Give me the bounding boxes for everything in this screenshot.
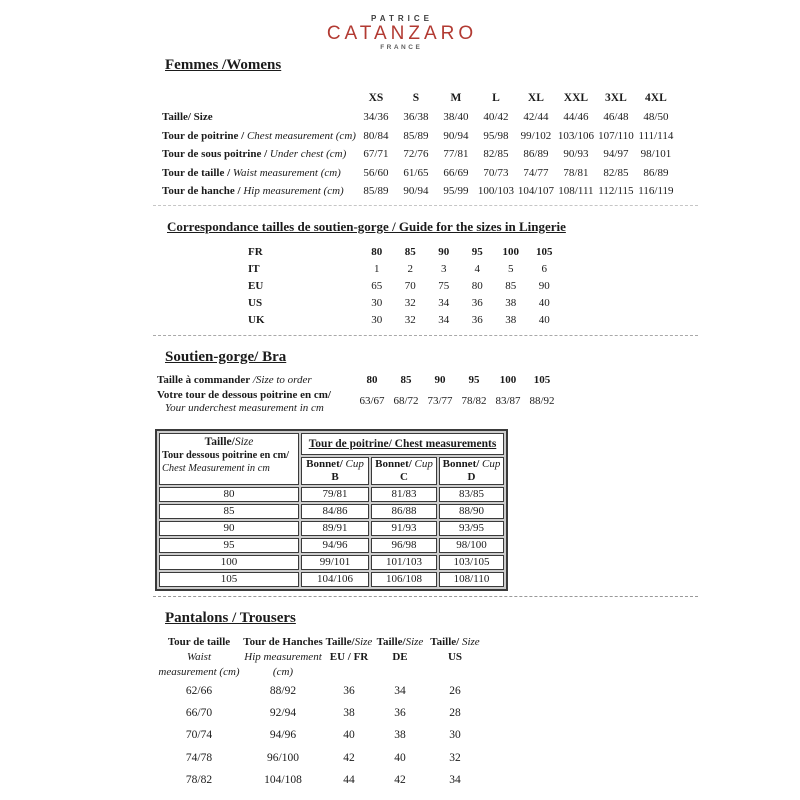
section-heading-lingerie-guide: Correspondance tailles de soutien-gorge / Guide for the sizes in Lingerie (167, 218, 566, 234)
trousers-column-header (243, 635, 323, 680)
size-column-header: 4XL (645, 91, 667, 104)
trousers-value-cell: 44 (343, 774, 355, 787)
measure-value-cell: 67/71 (363, 148, 389, 161)
lingerie-size-cell: 2 (407, 263, 413, 275)
lingerie-size-cell: 1 (374, 263, 380, 275)
cup-size-cell: 103/105 (439, 555, 504, 570)
women-size-header-row (162, 87, 676, 108)
trousers-size-table (155, 635, 485, 792)
measure-value-cell: 95/99 (443, 185, 469, 198)
cup-size-cell: 101/103 (371, 555, 437, 570)
lingerie-correspondence-row (243, 244, 561, 261)
trousers-value-cell: 42 (343, 751, 355, 764)
lingerie-size-cell: 32 (404, 314, 416, 326)
measure-label-en: Waist measurement (cm) (232, 166, 341, 179)
lingerie-size-cell: 4 (474, 263, 480, 275)
cup-size-cell: 104/106 (301, 572, 369, 587)
cup-label (372, 458, 436, 471)
cup-label-fr: Bonnet/ (306, 457, 343, 470)
measure-value-cell: 61/65 (403, 166, 429, 179)
lingerie-size-cell: 85 (404, 246, 416, 258)
trousers-header-row (155, 635, 485, 680)
country-standard-label: FR (248, 246, 263, 258)
bra-underchest-value-cell: 83/87 (495, 395, 521, 407)
cup-size-cell: 94/96 (301, 538, 369, 553)
cup-size-row (159, 538, 504, 553)
measure-value-cell: 46/48 (603, 111, 629, 124)
bra-order-size-cell: 90 (434, 373, 446, 386)
trousers-col-title-en: Size (405, 635, 424, 648)
trousers-value-cell: 40 (394, 751, 406, 764)
trousers-col-title-fr: Taille/ (430, 635, 462, 648)
chest-measurements-label: Tour de poitrine/ Chest measurements (308, 437, 497, 450)
cup-size-row (159, 521, 504, 536)
separator-dashed-line (153, 335, 698, 336)
size-column-header: S (412, 91, 420, 104)
lingerie-correspondence-row (243, 261, 561, 278)
trousers-col-subtitle: measurement (cm) (158, 665, 240, 678)
trousers-col-standard: DE (392, 650, 408, 663)
lingerie-size-cell: 85 (505, 280, 517, 292)
cup-size-cell: 80 (159, 487, 299, 502)
bra-underchest-row (157, 389, 559, 415)
cup-size-cell: 90 (159, 521, 299, 536)
brand-logo (155, 14, 645, 52)
measure-value-cell: 36/38 (403, 111, 429, 124)
measure-value-cell: 66/69 (443, 166, 469, 179)
measure-value-cell: 112/115 (598, 185, 634, 198)
bra-underchest-label-fr: Votre tour de dessous poitrine en cm/ (157, 388, 331, 401)
measure-value-cell: 78/81 (563, 166, 589, 179)
women-measure-row (162, 182, 676, 201)
bra-underchest-value-cell: 88/92 (529, 395, 555, 407)
country-standard-label: EU (248, 280, 264, 292)
measure-value-cell: 86/89 (643, 166, 669, 179)
corner-line-en: Chest Measurement in cm (162, 462, 270, 474)
trousers-value-cell: 36 (343, 684, 355, 697)
cup-size-cell: 96/98 (371, 538, 437, 553)
women-measure-row (162, 108, 676, 127)
lingerie-size-cell: 100 (502, 246, 519, 258)
size-column-header: XXL (563, 91, 589, 104)
size-column-header: M (450, 91, 462, 104)
measure-value-cell: 111/114 (638, 129, 674, 142)
cup-size-row (159, 504, 504, 519)
trousers-col-title (243, 635, 323, 650)
trousers-col-title (375, 635, 425, 650)
cup-letter: B (331, 470, 339, 483)
measure-value-cell: 38/40 (443, 111, 469, 124)
size-column-header: XS (368, 91, 384, 104)
section-heading-bra: Soutien-gorge/ Bra (165, 348, 287, 365)
bra-underchest-label-en: Your underchest measurement in cm (165, 401, 324, 414)
measure-value-cell: 90/94 (403, 185, 429, 198)
bra-cup-table-header-row (159, 433, 504, 455)
trousers-col-title-fr: Tour de Hanches (243, 635, 323, 648)
cup-size-row (159, 555, 504, 570)
country-standard-label: US (248, 297, 263, 309)
measure-value-cell: 94/97 (603, 148, 629, 161)
trousers-col-standard: EU / FR (329, 650, 369, 663)
measure-value-cell: 82/85 (603, 166, 629, 179)
measure-label-en: Chest measurement (cm) (246, 129, 356, 142)
measure-value-cell: 34/36 (363, 111, 389, 124)
cup-column-header (371, 457, 437, 485)
cup-label-en: Cup (414, 457, 433, 470)
cup-size-cell: 93/95 (439, 521, 504, 536)
trousers-col-title (323, 635, 375, 650)
lingerie-size-cell: 40 (538, 297, 550, 309)
corner-line-fr: Tour dessous poitrine en cm/ (162, 449, 290, 461)
trousers-value-cell: 38 (394, 729, 406, 742)
cup-size-cell: 99/101 (301, 555, 369, 570)
women-measure-row (162, 164, 676, 183)
lingerie-size-cell: 90 (438, 246, 450, 258)
measure-row-label (162, 108, 356, 127)
cup-label-en: Cup (345, 457, 364, 470)
cup-label-fr: Bonnet/ (442, 457, 480, 470)
measure-value-cell: 116/119 (638, 185, 674, 198)
trousers-col-title-fr: Taille/ (376, 635, 406, 648)
bra-order-label-en: /Size to order (252, 373, 312, 386)
measure-value-cell: 48/50 (643, 111, 669, 124)
bra-order-label-fr: Taille à commander (157, 373, 251, 386)
cup-label-en: Cup (482, 457, 501, 470)
trousers-value-cell: 70/74 (185, 729, 213, 742)
bra-order-size-cell: 95 (468, 373, 480, 386)
cup-size-cell: 98/100 (439, 538, 504, 553)
bra-underchest-value-cell: 63/67 (359, 395, 385, 407)
measure-value-cell: 82/85 (483, 148, 509, 161)
lingerie-size-cell: 38 (505, 297, 517, 309)
measure-row-label (162, 145, 356, 164)
lingerie-size-cell: 95 (471, 246, 483, 258)
trousers-col-title-en: Size (461, 635, 480, 648)
trousers-value-cell: 28 (449, 707, 461, 720)
trousers-column-header (425, 635, 485, 680)
trousers-value-cell: 30 (449, 729, 461, 742)
lingerie-size-cell: 6 (541, 263, 547, 275)
cup-column-header (439, 457, 504, 485)
lingerie-size-cell: 5 (508, 263, 514, 275)
lingerie-correspondence-table (243, 244, 561, 329)
measure-label-en: Hip measurement (cm) (243, 185, 344, 198)
trousers-value-cell: 62/66 (185, 684, 213, 697)
measure-value-cell: 44/46 (563, 111, 589, 124)
trousers-value-cell: 92/94 (269, 707, 297, 720)
size-column-header: XL (527, 91, 544, 104)
cup-column-header (301, 457, 369, 485)
bra-order-table (157, 372, 559, 415)
bra-cup-table-corner-header (159, 433, 299, 485)
trousers-col-title (425, 635, 485, 650)
measure-label-fr: Taille/ Size (162, 111, 213, 124)
trousers-row (155, 724, 485, 746)
lingerie-size-cell: 36 (471, 314, 483, 326)
lingerie-size-cell: 105 (536, 246, 553, 258)
cup-size-cell: 85 (159, 504, 299, 519)
trousers-value-cell: 104/108 (264, 774, 302, 787)
measure-label-fr: Tour de hanche / (162, 185, 241, 198)
trousers-value-cell: 34 (394, 684, 406, 697)
measure-label-en: Under chest (cm) (269, 148, 347, 161)
lingerie-size-cell: 80 (471, 280, 483, 292)
bra-order-size-cell: 105 (533, 373, 551, 386)
corner-title-fr: Taille/ (204, 435, 235, 448)
trousers-value-cell: 34 (449, 774, 461, 787)
bra-order-size-cell: 85 (400, 373, 412, 386)
cup-size-cell: 95 (159, 538, 299, 553)
cup-size-cell: 105 (159, 572, 299, 587)
cup-size-row (159, 487, 504, 502)
cup-size-cell: 91/93 (371, 521, 437, 536)
trousers-col-title-en: Size (354, 635, 373, 648)
bra-cup-size-table (155, 429, 508, 591)
cup-letter: D (467, 470, 476, 483)
measure-value-cell: 108/111 (558, 185, 594, 198)
trousers-value-cell: 36 (394, 707, 406, 720)
trousers-col-subtitle: Hip measurement (244, 650, 322, 663)
measure-value-cell: 107/110 (598, 129, 634, 142)
cup-size-cell: 84/86 (301, 504, 369, 519)
cup-label-fr: Bonnet/ (375, 457, 412, 470)
trousers-row (155, 680, 485, 702)
measure-value-cell: 80/84 (363, 129, 389, 142)
lingerie-size-cell: 75 (438, 280, 450, 292)
measure-value-cell: 90/94 (443, 129, 469, 142)
cup-size-row (159, 572, 504, 587)
bra-underchest-label (157, 389, 355, 415)
measure-label-fr: Tour de sous poitrine / (162, 148, 268, 161)
trousers-value-cell: 96/100 (267, 751, 299, 764)
brand-name-catanzaro: CATANZARO (326, 23, 478, 44)
cup-size-cell: 100 (159, 555, 299, 570)
country-standard-label: UK (248, 314, 265, 326)
empty-corner-cell (162, 87, 356, 108)
lingerie-size-cell: 3 (441, 263, 447, 275)
bra-order-label (157, 372, 355, 389)
trousers-row (155, 702, 485, 724)
bra-underchest-value-cell: 73/77 (427, 395, 453, 407)
section-heading-trousers: Pantalons / Trousers (165, 609, 296, 626)
measure-value-cell: 99/102 (520, 129, 552, 142)
lingerie-correspondence-row (243, 312, 561, 329)
brand-name-france: FRANCE (380, 44, 423, 51)
cup-size-cell: 106/108 (371, 572, 437, 587)
trousers-value-cell: 38 (343, 707, 355, 720)
corner-title-en: Size (234, 435, 254, 448)
trousers-value-cell: 26 (449, 684, 461, 697)
trousers-col-standard: US (447, 650, 463, 663)
lingerie-size-cell: 90 (538, 280, 550, 292)
trousers-value-cell: 66/70 (185, 707, 213, 720)
lingerie-size-cell: 40 (538, 314, 550, 326)
measure-row-label (162, 182, 356, 201)
measure-value-cell: 74/77 (523, 166, 549, 179)
measure-value-cell: 86/89 (523, 148, 549, 161)
trousers-value-cell: 32 (449, 751, 461, 764)
lingerie-size-cell: 34 (438, 297, 450, 309)
section-heading-women: Femmes /Womens (165, 57, 282, 73)
bra-underchest-value-cell: 68/72 (393, 395, 419, 407)
measure-value-cell: 40/42 (483, 111, 509, 124)
measure-value-cell: 42/44 (523, 111, 549, 124)
cup-size-cell: 83/85 (439, 487, 504, 502)
cup-size-cell: 108/110 (439, 572, 504, 587)
measure-label-fr: Tour de taille / (162, 166, 231, 179)
measure-value-cell: 104/107 (517, 185, 554, 198)
bra-order-size-cell: 80 (366, 373, 378, 386)
lingerie-size-cell: 30 (371, 314, 383, 326)
size-column-header: L (492, 91, 500, 104)
lingerie-size-cell: 34 (438, 314, 450, 326)
brand-name-patrice: PATRICE (371, 14, 433, 23)
trousers-value-cell: 78/82 (185, 774, 213, 787)
bra-underchest-value-cell: 78/82 (461, 395, 487, 407)
lingerie-size-cell: 65 (371, 280, 383, 292)
lingerie-size-cell: 38 (505, 314, 517, 326)
cup-size-cell: 89/91 (301, 521, 369, 536)
size-column-header: 3XL (605, 91, 627, 104)
trousers-col-title-fr: Taille/ (325, 635, 355, 648)
trousers-value-cell: 40 (343, 729, 355, 742)
measure-value-cell: 70/73 (483, 166, 509, 179)
trousers-value-cell: 74/78 (185, 751, 213, 764)
cup-size-cell: 79/81 (301, 487, 369, 502)
lingerie-size-cell: 32 (404, 297, 416, 309)
lingerie-correspondence-row (243, 295, 561, 312)
cup-letter: C (400, 470, 408, 483)
trousers-value-cell: 88/92 (269, 684, 297, 697)
women-size-table (162, 87, 676, 201)
measure-value-cell: 77/81 (443, 148, 469, 161)
chest-measurements-group-header (301, 433, 504, 455)
trousers-row (155, 747, 485, 769)
cup-size-cell: 81/83 (371, 487, 437, 502)
trousers-row (155, 769, 485, 791)
bra-order-size-cell: 100 (499, 373, 517, 386)
measure-value-cell: 103/106 (557, 129, 594, 142)
cup-label (440, 458, 503, 471)
measure-row-label (162, 164, 356, 183)
trousers-col-title (155, 635, 243, 650)
measure-row-label (162, 127, 356, 146)
women-measure-row (162, 127, 676, 146)
measure-value-cell: 72/76 (403, 148, 429, 161)
measure-label-fr: Tour de poitrine / (162, 129, 245, 142)
separator-dashed-line (153, 205, 698, 206)
lingerie-size-cell: 30 (371, 297, 383, 309)
trousers-value-cell: 42 (394, 774, 406, 787)
lingerie-size-cell: 36 (471, 297, 483, 309)
measure-value-cell: 95/98 (483, 129, 509, 142)
trousers-value-cell: 94/96 (269, 729, 297, 742)
cup-label (302, 458, 368, 471)
trousers-column-header (375, 635, 425, 680)
bra-order-row (157, 372, 559, 389)
corner-title (162, 435, 296, 449)
measure-value-cell: 56/60 (363, 166, 389, 179)
lingerie-size-cell: 70 (404, 280, 416, 292)
measure-value-cell: 85/89 (403, 129, 429, 142)
country-standard-label: IT (248, 263, 260, 275)
separator-dashed-line (153, 596, 698, 597)
trousers-col-subtitle: (cm) (272, 665, 294, 678)
measure-value-cell: 100/103 (477, 185, 514, 198)
trousers-column-header (155, 635, 243, 680)
women-measure-row (162, 145, 676, 164)
lingerie-correspondence-row (243, 278, 561, 295)
trousers-column-header (323, 635, 375, 680)
trousers-col-title-fr: Tour de taille (167, 635, 231, 648)
cup-size-cell: 88/90 (439, 504, 504, 519)
measure-value-cell: 85/89 (363, 185, 389, 198)
measure-value-cell: 98/101 (640, 148, 672, 161)
trousers-col-subtitle: Waist (186, 650, 212, 663)
lingerie-size-cell: 80 (371, 246, 383, 258)
measure-value-cell: 90/93 (563, 148, 589, 161)
cup-size-cell: 86/88 (371, 504, 437, 519)
